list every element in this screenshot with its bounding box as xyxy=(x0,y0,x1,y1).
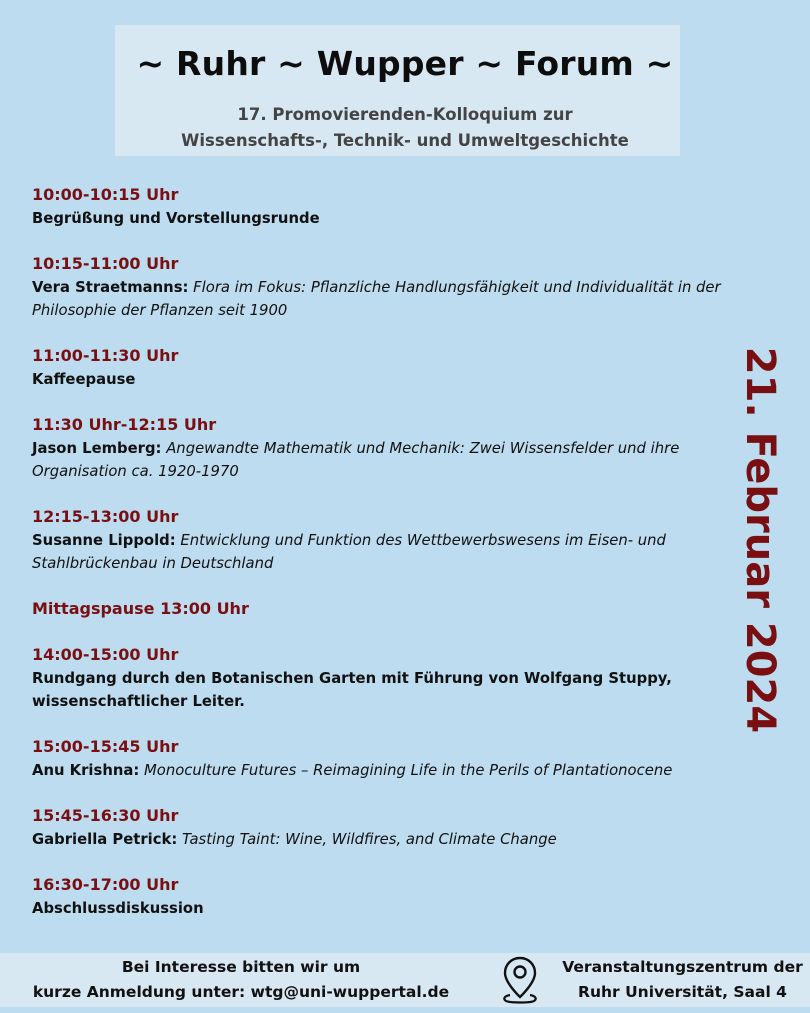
subtitle-line-2: Wissenschafts-, Technik- und Umweltgeschichte xyxy=(181,131,629,150)
session-time: 10:15-11:00 Uhr xyxy=(32,254,179,273)
speaker-name: Vera Straetmanns: xyxy=(32,279,189,296)
session-lunch xyxy=(32,597,732,621)
session-time: 11:00-11:30 Uhr xyxy=(32,346,179,365)
session-desc xyxy=(32,276,732,322)
session-4 xyxy=(32,413,732,483)
footer xyxy=(0,953,810,1007)
session-1 xyxy=(32,183,732,230)
talk-title: Tasting Taint: Wine, Wildfires, and Climate Change xyxy=(181,831,557,848)
talk-title: Entwicklung und Funktion des Wettbewerbswesens im Eisen- und Stahlbrückenbau in Deutschland xyxy=(32,532,666,572)
session-desc xyxy=(32,828,732,851)
location-pin-icon xyxy=(500,955,540,1005)
talk-title: Flora im Fokus: Pflanzliche Handlungsfähigkeit und Individualität in der Philosophie der Pflanzen seit 1900 xyxy=(32,279,721,319)
speaker-name: Susanne Lippold: xyxy=(32,532,176,549)
speaker-name: Gabriella Petrick: xyxy=(32,831,178,848)
speaker-name: Anu Krishna: xyxy=(32,762,140,779)
session-time: 11:30 Uhr-12:15 Uhr xyxy=(32,415,217,434)
talk-title: Monoculture Futures – Reimagining Life in the Perils of Plantationocene xyxy=(144,762,673,779)
session-7 xyxy=(32,643,732,713)
session-title: Abschlussdiskussion xyxy=(32,900,204,917)
session-time: 15:45-16:30 Uhr xyxy=(32,806,179,825)
session-title: Begrüßung und Vorstellungsrunde xyxy=(32,210,320,227)
session-time: Mittagspause 13:00 Uhr xyxy=(32,599,249,618)
session-10 xyxy=(32,873,732,920)
session-9 xyxy=(32,804,732,851)
registration-line-2: kurze Anmeldung unter: wtg@uni-wuppertal.de xyxy=(32,983,450,1001)
venue xyxy=(545,955,810,1005)
venue-line-2: Ruhr Universität, Saal 4 xyxy=(578,983,787,1001)
session-desc xyxy=(32,437,732,483)
session-2 xyxy=(32,252,732,322)
session-desc xyxy=(32,759,732,782)
speaker-name: Jason Lemberg: xyxy=(32,440,162,457)
venue-line-1: Veranstaltungszentrum der xyxy=(562,958,803,976)
session-5 xyxy=(32,505,732,575)
page-title: ~ Ruhr ~ Wupper ~ Forum ~ xyxy=(136,44,674,83)
session-time: 12:15-13:00 Uhr xyxy=(32,507,179,526)
session-time: 14:00-15:00 Uhr xyxy=(32,645,179,664)
session-time: 10:00-10:15 Uhr xyxy=(32,185,179,204)
subtitle-line-1: 17. Promovierenden-Kolloquium zur xyxy=(237,105,573,124)
talk-title: Angewandte Mathematik und Mechanik: Zwei Wissensfelder und ihre Organisation ca. 1920-1970 xyxy=(32,440,680,480)
page-subtitle xyxy=(0,102,810,154)
session-title: Rundgang durch den Botanischen Garten mit Führung von Wolfgang Stuppy, wissenschaftlicher Leiter. xyxy=(32,670,672,710)
session-desc xyxy=(32,529,732,575)
event-date: 21. Februar 2024 xyxy=(737,346,783,734)
session-3 xyxy=(32,344,732,391)
session-8 xyxy=(32,735,732,782)
session-time: 15:00-15:45 Uhr xyxy=(32,737,179,756)
session-time: 16:30-17:00 Uhr xyxy=(32,875,179,894)
registration-line-1: Bei Interesse bitten wir um xyxy=(121,958,361,976)
registration-note xyxy=(0,955,482,1005)
session-title: Kaffeepause xyxy=(32,371,136,388)
schedule xyxy=(32,183,732,942)
